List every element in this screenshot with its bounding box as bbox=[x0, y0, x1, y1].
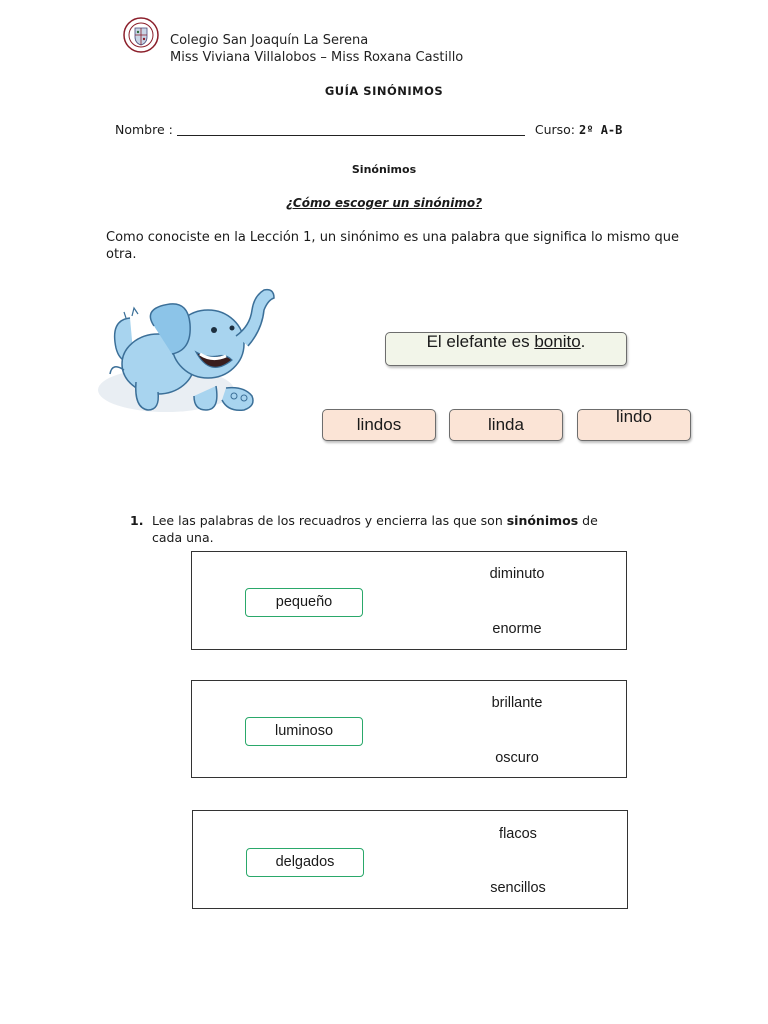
option-box[interactable]: lindo bbox=[577, 409, 691, 441]
question-heading: ¿Cómo escoger un sinónimo? bbox=[285, 196, 483, 210]
school-header bbox=[170, 32, 463, 66]
exercise-box bbox=[191, 680, 627, 778]
sentence-start: El elefante es bbox=[426, 332, 535, 351]
candidate-word[interactable]: enorme bbox=[492, 621, 542, 637]
instruction-text: Lee las palabras de los recuadros y encierra las que son bbox=[152, 513, 507, 528]
instruction-number: 1. bbox=[130, 513, 144, 528]
school-name: Colegio San Joaquín La Serena bbox=[170, 33, 369, 48]
candidate-word[interactable]: diminuto bbox=[489, 566, 545, 582]
example-sentence-box bbox=[385, 332, 627, 366]
exercise-instruction bbox=[130, 512, 598, 546]
target-word: pequeño bbox=[245, 588, 363, 617]
intro-paragraph: Como conociste en la Lección 1, un sinónimo es una palabra que significa lo mismo que otra. bbox=[106, 230, 679, 262]
candidate-word[interactable]: oscuro bbox=[495, 750, 539, 766]
candidate-word[interactable]: sencillos bbox=[490, 880, 546, 896]
exercise-box bbox=[191, 551, 627, 650]
instruction-text-line2: cada una. bbox=[152, 530, 214, 545]
candidate-word[interactable]: brillante bbox=[491, 695, 543, 711]
name-blank-line[interactable] bbox=[177, 123, 525, 136]
instruction-keyword: sinónimos bbox=[506, 513, 579, 528]
name-course-row bbox=[115, 122, 622, 137]
section-title: Sinónimos bbox=[351, 163, 417, 176]
option-box[interactable]: lindos bbox=[322, 409, 436, 441]
course-value: 2º A-B bbox=[579, 123, 623, 137]
sentence-end: . bbox=[580, 332, 586, 351]
exercise-box bbox=[192, 810, 628, 909]
instruction-text-end: de bbox=[578, 513, 598, 528]
name-label: Nombre : bbox=[115, 122, 173, 137]
teacher-names: Miss Viviana Villalobos – Miss Roxana Castillo bbox=[170, 50, 464, 65]
elephant-illustration bbox=[96, 286, 280, 432]
course-label: Curso: bbox=[534, 122, 576, 137]
option-box[interactable]: linda bbox=[449, 409, 563, 441]
target-word: luminoso bbox=[245, 717, 363, 746]
target-word: delgados bbox=[246, 848, 364, 877]
candidate-word[interactable]: flacos bbox=[499, 826, 537, 842]
school-crest-logo bbox=[123, 17, 159, 53]
sentence-target-word: bonito bbox=[534, 332, 581, 351]
guide-title: GUÍA SINÓNIMOS bbox=[324, 84, 444, 98]
